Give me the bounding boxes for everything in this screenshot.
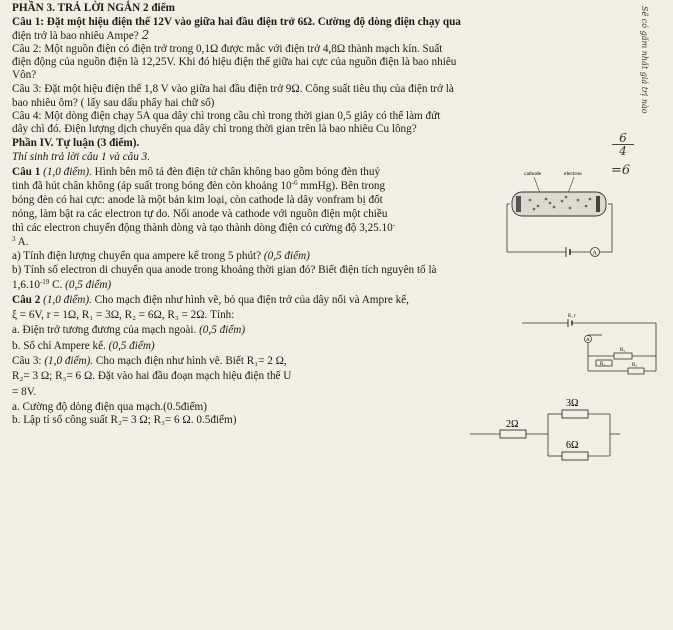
- electron-pointer: [568, 177, 574, 193]
- c3-part-b: b. Lập tỉ số công suất R₂= 3 Ω; R₃= 6 Ω. 0.5điểm): [12, 414, 237, 426]
- handwritten-result: =6: [611, 163, 631, 178]
- circuit-q3-figure: [470, 396, 620, 478]
- c2-a-text: a. Điện trở tương đương của mạch ngoài.: [12, 324, 200, 336]
- c2-label: Câu 2: [12, 294, 41, 306]
- fig-q2-ammeter-label: A: [586, 338, 590, 343]
- c1-text: Hình bên mô tả đèn điện tử chân không bao gồm bóng đèn thuỷ: [91, 166, 381, 178]
- c1-part-b: b) Tính số electron di chuyển qua anode trong khoảng thời gian đó? Biết điện tích nguyên tố là: [12, 264, 437, 276]
- fraction-denominator: 4: [619, 144, 627, 158]
- c2-points: (1,0 điểm).: [40, 294, 92, 306]
- resistor-r2: [614, 353, 632, 359]
- c1-part-b2: [12, 279, 111, 291]
- handwritten-answer: 2: [141, 28, 150, 42]
- c2-part-b: [12, 340, 155, 352]
- c1-l2-pre: tinh đã hút chân không (áp suất trong bóng đèn còn khoảng 10: [12, 180, 292, 192]
- fig-cathode-label: cathode: [524, 171, 542, 177]
- fig-source-label: E, r: [568, 313, 576, 319]
- c2-line2: ξ = 6V, r = 1Ω, R₁ = 3Ω, R₂ = 6Ω, R₃ = 2Ω. Tính:: [12, 309, 235, 321]
- cathode-pointer: [534, 177, 540, 193]
- c3-part-a: a. Cường độ dòng điện qua mạch.(0.5điểm): [12, 401, 207, 413]
- section4-instruction: Thí sinh trả lời câu 1 và câu 3.: [12, 151, 151, 163]
- c1-l2-post: mmHg). Bên trong: [297, 180, 386, 192]
- c1-b2-exp: -19: [39, 278, 50, 286]
- c1-b2-mid: C.: [49, 279, 66, 291]
- fig-q3-r-bottom: 6Ω: [566, 440, 579, 451]
- c1-l5-pre: thì các electron chuyển động thành dòng và tạo thành dòng điện có cường độ 3,25.10: [12, 222, 393, 234]
- c1-b2-pre: 1,6.10: [12, 279, 40, 291]
- section3-q1-line1: [12, 16, 461, 28]
- section3-q1-line2: [12, 29, 149, 42]
- c1-l6-exp: 3: [12, 235, 16, 243]
- c2-part-a: [12, 324, 245, 336]
- c3-line3: = 8V.: [12, 386, 37, 398]
- handwritten-margin-note: Sẽ có gấm nhất giá trị nào: [640, 6, 649, 114]
- c1-line6: [12, 236, 29, 248]
- fig-electron-label: electron: [564, 171, 582, 177]
- c1-a-text: a) Tính điện lượng chuyển qua ampere kế trong 5 phút?: [12, 250, 264, 262]
- c1-label: Câu 1: [12, 166, 41, 178]
- section3-q3-line1: Câu 3: Đặt một hiệu điện thế 1,8 V vào giữa hai đầu điện trở 9Ω. Công suất tiêu thụ của điện trở là: [12, 83, 454, 95]
- c1-l6-post: A.: [15, 236, 29, 248]
- resistor-r3: [628, 368, 644, 374]
- cathode-filament: [516, 196, 521, 212]
- c1-line4: nóng, làm bật ra các electron tự do. Nối anode và cathode với nguồn điện một chiều: [12, 208, 388, 220]
- section3-heading: PHẦN 3. TRẢ LỜI NGẮN 2 điểm: [12, 2, 175, 14]
- c2-b-points: (0,5 điểm): [108, 340, 155, 352]
- fig-q3-r-left: 2Ω: [506, 419, 519, 430]
- vacuum-tube-figure: [506, 165, 636, 261]
- section3-q2-line3: Vôn?: [12, 69, 37, 81]
- fig-r1-label: R₁: [600, 362, 606, 367]
- section3-q4-line2: dây chì đó. Điện lượng dịch chuyển qua dây chì trong thời gian trên là bao nhiêu Cu lông?: [12, 123, 417, 135]
- c3-label: Câu 3:: [12, 355, 42, 367]
- fig-ammeter-label: A: [592, 250, 597, 257]
- c1-part-a: [12, 250, 310, 262]
- fig-r3-label: R₃: [632, 363, 638, 368]
- anode-plate: [596, 196, 600, 212]
- fig-q3-r-top: 3Ω: [566, 398, 579, 409]
- c1-l5-exp: -: [392, 221, 396, 229]
- c1-a-points: (0,5 điểm): [263, 250, 310, 262]
- c2-b-text: b. Số chỉ Ampere kế.: [12, 340, 109, 352]
- c2-a-points: (0,5 điểm): [199, 324, 246, 336]
- c1-line2: [12, 180, 385, 192]
- c3-points: (1,0 điểm).: [41, 355, 94, 367]
- c3-line1: [12, 355, 287, 367]
- c1-b2-points: (0,5 điểm): [65, 279, 112, 291]
- q1-text2: điện trở là bao nhiêu Ampe?: [12, 30, 139, 42]
- q3-resistor-6ohm: [562, 452, 588, 460]
- section4-heading: Phần IV. Tự luận (3 điểm).: [12, 137, 140, 149]
- section3-q2-line2: điện động của nguồn điện là 12,25V. Khi đó hiệu điện thế giữa hai cực của nguồn điện là bao nhiêu: [12, 56, 457, 68]
- c1-line3: bóng đèn có hai cực: anode là một bản kim loại, còn cathode là dây vonfram bị đốt: [12, 194, 383, 206]
- circuit-q2-figure: [520, 311, 660, 387]
- q3-resistor-3ohm: [562, 410, 588, 418]
- handwritten-fraction: [612, 132, 634, 157]
- c1-l2-exp: -6: [291, 179, 298, 187]
- c1-line5: [12, 222, 395, 234]
- section3-q4-line1: Câu 4: Một dòng điện chạy 5A qua dây chì trong cầu chì trong thời gian 0,5 giây có thể làm đứt: [12, 110, 441, 122]
- section3-q3-line2: bao nhiêu ôm? ( lấy sau dấu phẩy hai chữ số): [12, 97, 215, 109]
- c3-text: Cho mạch điện như hình vẽ. Biết R₁= 2 Ω,: [93, 355, 287, 367]
- section3-q2-line1: Câu 2: Một nguồn điện có điện trở trong 0,1Ω được mắc với điện trở 4,8Ω thành mạch kín. Suất: [12, 43, 443, 55]
- q1-text: Câu 1: Đặt một hiệu điện thế 12V vào giữa hai đầu điện trở 6Ω. Cường độ dòng điện chạy qua: [12, 16, 461, 28]
- glass-tube: [512, 192, 606, 216]
- c2-text: Cho mạch điện như hình vẽ, bỏ qua điện trở của dây nối và Ampre kế,: [91, 294, 409, 306]
- c1-line1: [12, 166, 380, 178]
- c1-points: (1,0 điểm).: [43, 166, 92, 178]
- c2-line1: [12, 294, 409, 306]
- q3-resistor-2ohm: [500, 430, 526, 438]
- fraction-numerator: 6: [612, 132, 634, 145]
- c3-line2: R₂= 3 Ω; R₃= 6 Ω. Đặt vào hai đầu đoạn mạch hiệu điện thế U: [12, 370, 292, 382]
- fig-r2-label: R₂: [620, 348, 626, 353]
